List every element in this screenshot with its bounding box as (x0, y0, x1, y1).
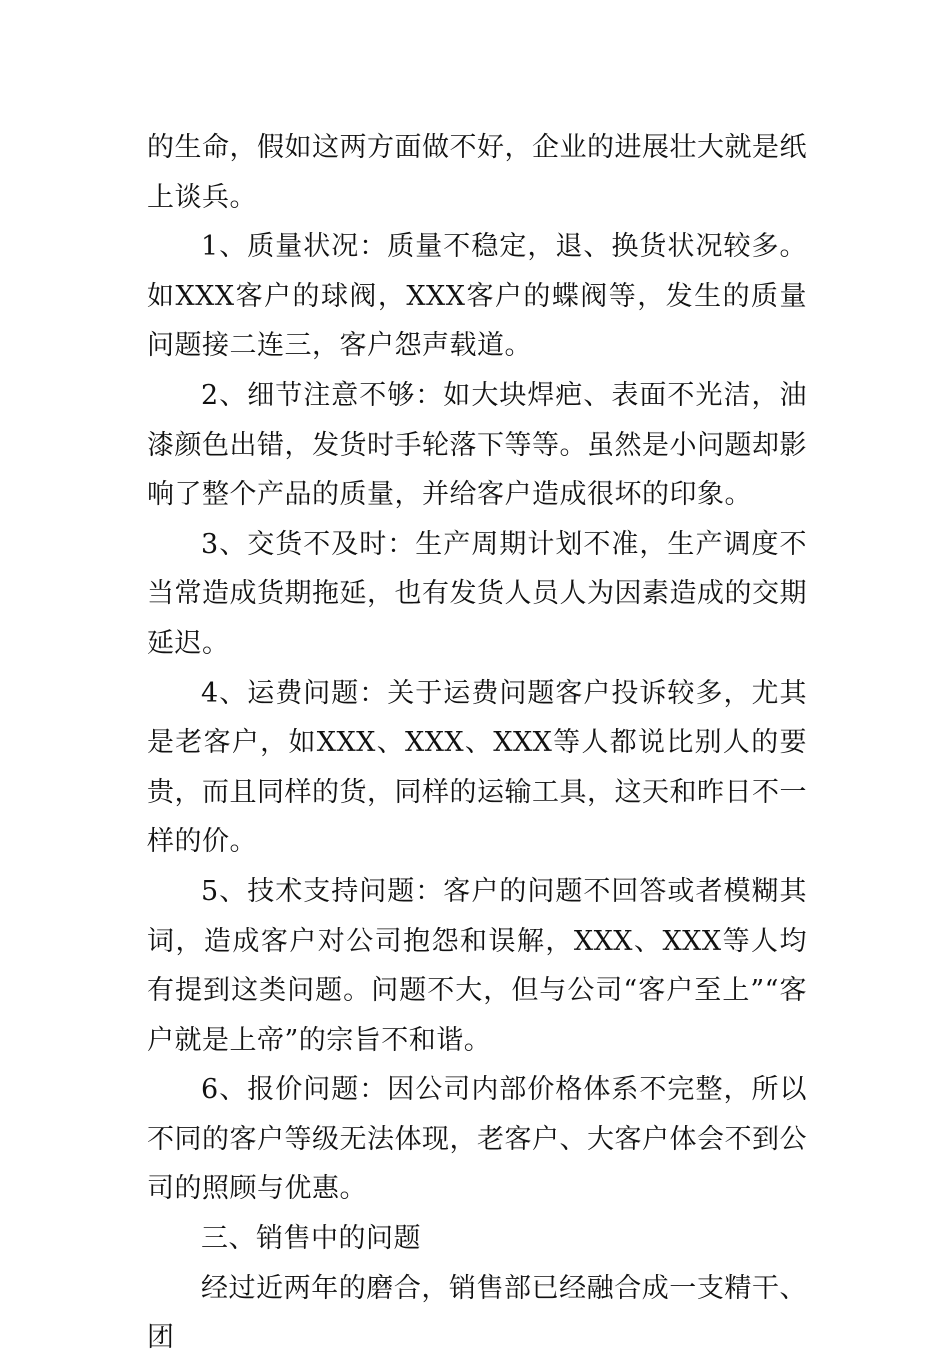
section-heading-sales-issues: 三、销售中的问题 (201, 1223, 421, 1255)
paragraph-detail-attention: 2、细节注意不够：如大块焊疤、表面不光洁，油漆颜色出错，发货时手轮落下等等。虽然是小问题却影响了整个产品的质量，并给客户造成很坏的印象。 (147, 379, 807, 511)
paragraph-continuation: 的生命，假如这两方面做不好，企业的进展壮大就是纸上谈兵。 (147, 132, 807, 213)
document-body (147, 123, 807, 1363)
paragraph-freight-issue: 4、运费问题：关于运费问题客户投诉较多，尤其是老客户，如XXX、XXX、XXX等人都说比别人的要贵，而且同样的货，同样的运输工具，这天和昨日不一样的价。 (147, 677, 807, 858)
paragraph-quality-status: 1、质量状况：质量不稳定，退、换货状况较多。如XXX客户的球阀，XXX客户的蝶阀等，发生的质量问题接二连三，客户怨声载道。 (147, 231, 807, 362)
paragraph-sales-team: 经过近两年的磨合，销售部已经融合成一支精干、团 (147, 1272, 807, 1354)
paragraph-delivery-timing: 3、交货不及时：生产周期计划不准，生产调度不当常造成货期拖延，也有发货人员人为因素造成的交期延迟。 (147, 528, 807, 659)
paragraph-quotation-issue: 6、报价问题：因公司内部价格体系不完整，所以不同的客户等级无法体现，老客户、大客户体会不到公司的照顾与优惠。 (147, 1074, 807, 1205)
paragraph-tech-support: 5、技术支持问题：客户的问题不回答或者模糊其词，造成客户对公司抱怨和误解，XXX、XXX等人均有提到这类问题。问题不大，但与公司“客户至上”“客户就是上帝”的宗旨不和谐。 (147, 875, 807, 1056)
